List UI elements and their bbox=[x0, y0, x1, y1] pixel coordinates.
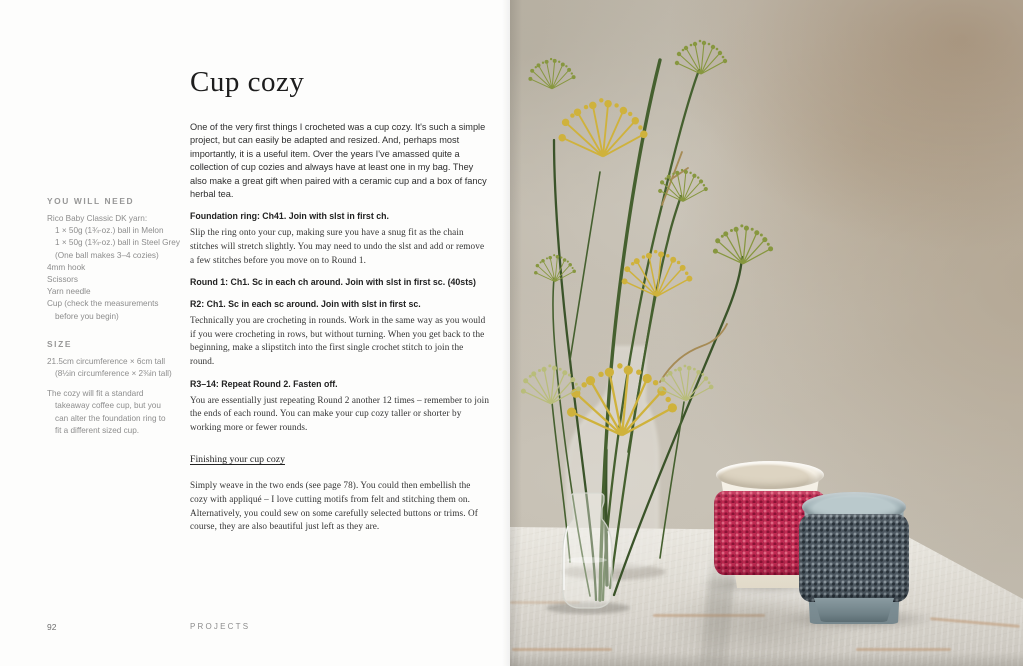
section-label: PROJECTS bbox=[190, 622, 251, 631]
grey-cup-base bbox=[814, 598, 894, 622]
finishing-heading: Finishing your cup cozy bbox=[190, 453, 285, 465]
step-heading-round-1: Round 1: Ch1. Sc in each ch around. Join with slst in first sc. (40sts) bbox=[190, 277, 476, 288]
step-heading-round-2: R2: Ch1. Sc in each sc around. Join with slst in first sc. bbox=[190, 299, 421, 310]
materials-item: Cup (check the measurements bbox=[47, 299, 159, 309]
materials-item: Yarn needle bbox=[47, 287, 91, 297]
steel-grey-crochet-cozy bbox=[799, 514, 909, 602]
styled-photo bbox=[510, 0, 1023, 666]
you-will-need-heading: YOU WILL NEED bbox=[47, 196, 135, 206]
grey-cup bbox=[802, 492, 906, 624]
step-body-round-2: Technically you are crocheting in rounds. Work in the same way as you would if you were crocheting in rows, but without turning. When you get back to the beginning, make a slipstitch into the first single crochet stitch to join the round. bbox=[190, 314, 486, 367]
materials-item: before you begin) bbox=[55, 311, 119, 321]
materials-item: Scissors bbox=[47, 275, 78, 285]
step-heading-foundation-ring: Foundation ring: Ch41. Join with slst in first ch. bbox=[190, 211, 389, 222]
pattern-article bbox=[190, 66, 490, 534]
page-title: Cup cozy bbox=[190, 66, 305, 98]
materials-sidebar bbox=[47, 196, 183, 437]
recipe-page bbox=[0, 0, 510, 666]
page-number: 92 bbox=[47, 622, 57, 632]
size-heading: SIZE bbox=[47, 338, 73, 349]
white-cup-rim bbox=[716, 461, 824, 489]
size-line: (8½in circumference × 2⅜in tall) bbox=[55, 369, 172, 379]
materials-item: (One ball makes 3–4 cozies) bbox=[55, 250, 159, 260]
finishing-paragraph: Simply weave in the two ends (see page 78). You could then embellish the cozy with appliqué – I love cutting motifs from felt and stitching them on. Alternatively, you could sew on some carefully selected buttons or trims. Of course, they are also beautiful just left as they are. bbox=[190, 479, 478, 532]
materials-item: Rico Baby Classic DK yarn: bbox=[47, 214, 148, 223]
materials-item: 1 × 50g (1¾-oz.) ball in Melon bbox=[55, 226, 164, 236]
materials-item: 4mm hook bbox=[47, 262, 86, 272]
intro-paragraph: One of the very first things I crocheted was a cup cozy. It's such a simple project, but can easily be adapted and resized. And, perhaps most importantly, it is a useful item. Over the years I've amassed quite a collection of cup cozies and always have at least one in my bag. They also make a great gift when paired with a ceramic cup and a box of fancy herbal tea. bbox=[190, 122, 487, 200]
size-note: The cozy will fit a standard takeaway coffee cup, but you can alter the foundation ring to fit a different sized cup. bbox=[47, 389, 166, 435]
step-body-rounds-3-14: You are essentially just repeating Round 2 another 12 times – remember to join the ends of each round. You can make your cup cozy taller or shorter by working more or fewer rounds. bbox=[190, 394, 490, 433]
step-body-foundation-ring: Slip the ring onto your cup, making sure you have a snug fit as the chain stitches will stretch slightly. You may need to undo the slst and add or remove a few stitches before you move on to Round 1. bbox=[190, 226, 485, 265]
size-line: 21.5cm circumference × 6cm tall bbox=[47, 356, 166, 366]
step-heading-rounds-3-14: R3–14: Repeat Round 2. Fasten off. bbox=[190, 379, 338, 390]
materials-item: 1 × 50g (1¾-oz.) ball in Steel Grey bbox=[55, 238, 180, 248]
